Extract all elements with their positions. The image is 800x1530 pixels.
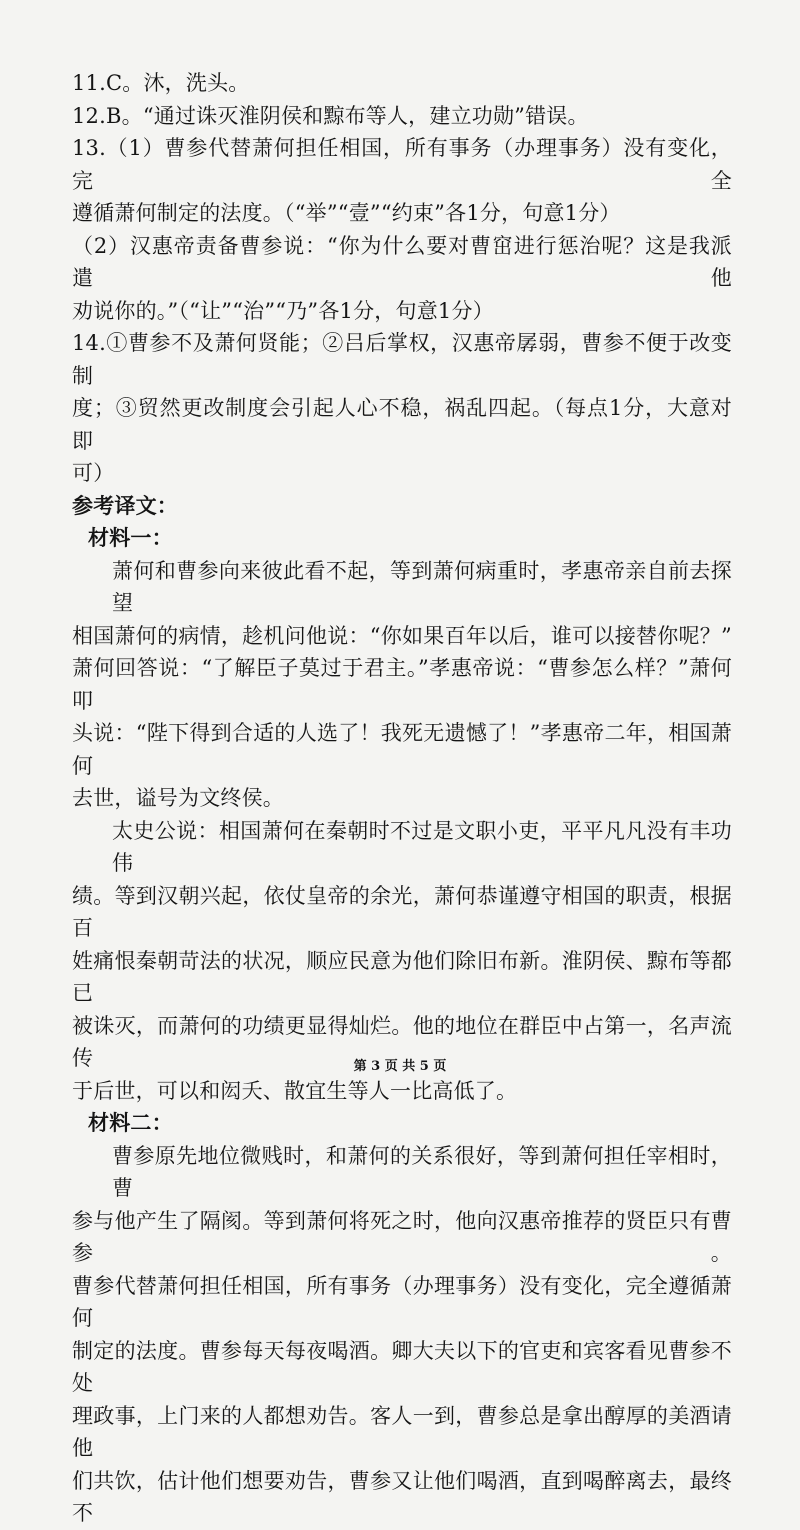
text-line: 度；③贸然更改制度会引起人心不稳，祸乱四起。（每点1分，大意对即 [72, 396, 732, 453]
text-line: 萧何回答说：“了解臣子莫过于君主。”孝惠帝说：“曹参怎么样？”萧何叩 [72, 656, 732, 713]
text-line: 绩。等到汉朝兴起，依仗皇帝的余光，萧何恭谨遵守相国的职责，根据百 [72, 883, 732, 940]
text-line: 曹参原先地位微贱时，和萧何的关系很好，等到萧何担任宰相时，曹 [112, 1143, 732, 1200]
text-line: （2）汉惠帝责备曹参说：“你为什么要对曹窋进行惩治呢？这是我派遣他 [72, 233, 732, 290]
text-line: 劝说你的。”（“让”“治”“乃”各1分，句意1分） [72, 298, 494, 323]
text-line: 萧何和曹参向来彼此看不起，等到萧何病重时，孝惠帝亲自前去探望 [112, 558, 732, 615]
text-line: 太史公说：相国萧何在秦朝时不过是文职小吏，平平凡凡没有丰功伟 [112, 818, 732, 875]
text-line: 13.（1）曹参代替萧何担任相国，所有事务（办理事务）没有变化，完全 [72, 136, 732, 193]
section-heading: 参考译文： [72, 492, 178, 518]
text-line: 于后世，可以和闳夭、散宜生等人一比高低了。 [72, 1078, 518, 1103]
text-line: 制定的法度。曹参每天每夜喝酒。卿大夫以下的官吏和宾客看见曹参不处 [72, 1338, 732, 1395]
text-line: 头说：“陛下得到合适的人选了！我死无遗憾了！”孝惠帝二年，相国萧何 [72, 721, 732, 778]
text-line: 曹参代替萧何担任相国，所有事务（办理事务）没有变化，完全遵循萧何 [72, 1273, 732, 1330]
text-line: 姓痛恨秦朝苛法的状况，顺应民意为他们除旧布新。淮阴侯、黥布等都已 [72, 948, 732, 1005]
material-heading: 材料二： [88, 1110, 173, 1135]
text-line: 12.B。“通过诛灭淮阴侯和黥布等人，建立功勋”错误。 [72, 103, 589, 128]
page-footer: 第 3 页 共 5 页 [353, 1059, 447, 1074]
material-heading: 材料一： [88, 525, 173, 550]
text-line: 可） [72, 461, 115, 485]
text-line: 14.①曹参不及萧何贤能；②吕后掌权，汉惠帝孱弱，曹参不便于改变制 [72, 331, 732, 388]
text-line: 去世，谥号为文终侯。 [72, 786, 284, 810]
text-line: 11.C。沐，洗头。 [72, 71, 250, 95]
text-line: 遵循萧何制定的法度。（“举”“壹”“约束”各1分，句意1分） [72, 201, 621, 225]
text-line: 参与他产生了隔阂。等到萧何将死之时，他向汉惠帝推荐的贤臣只有曹参。 [72, 1208, 732, 1265]
text-line: 理政事，上门来的人都想劝告。客人一到，曹参总是拿出醇厚的美酒请他 [72, 1403, 732, 1460]
text-line: 相国萧何的病情，趁机问他说：“你如果百年以后，谁可以接替你呢？” [72, 623, 732, 648]
document-body [72, 67, 732, 1530]
text-line: 们共饮，估计他们想要劝告，曹参又让他们喝酒，直到喝醉离去，最终不 [72, 1468, 732, 1525]
text-line: 被诛灭，而萧何的功绩更显得灿烂。他的地位在群臣中占第一，名声流传 [72, 1013, 732, 1070]
